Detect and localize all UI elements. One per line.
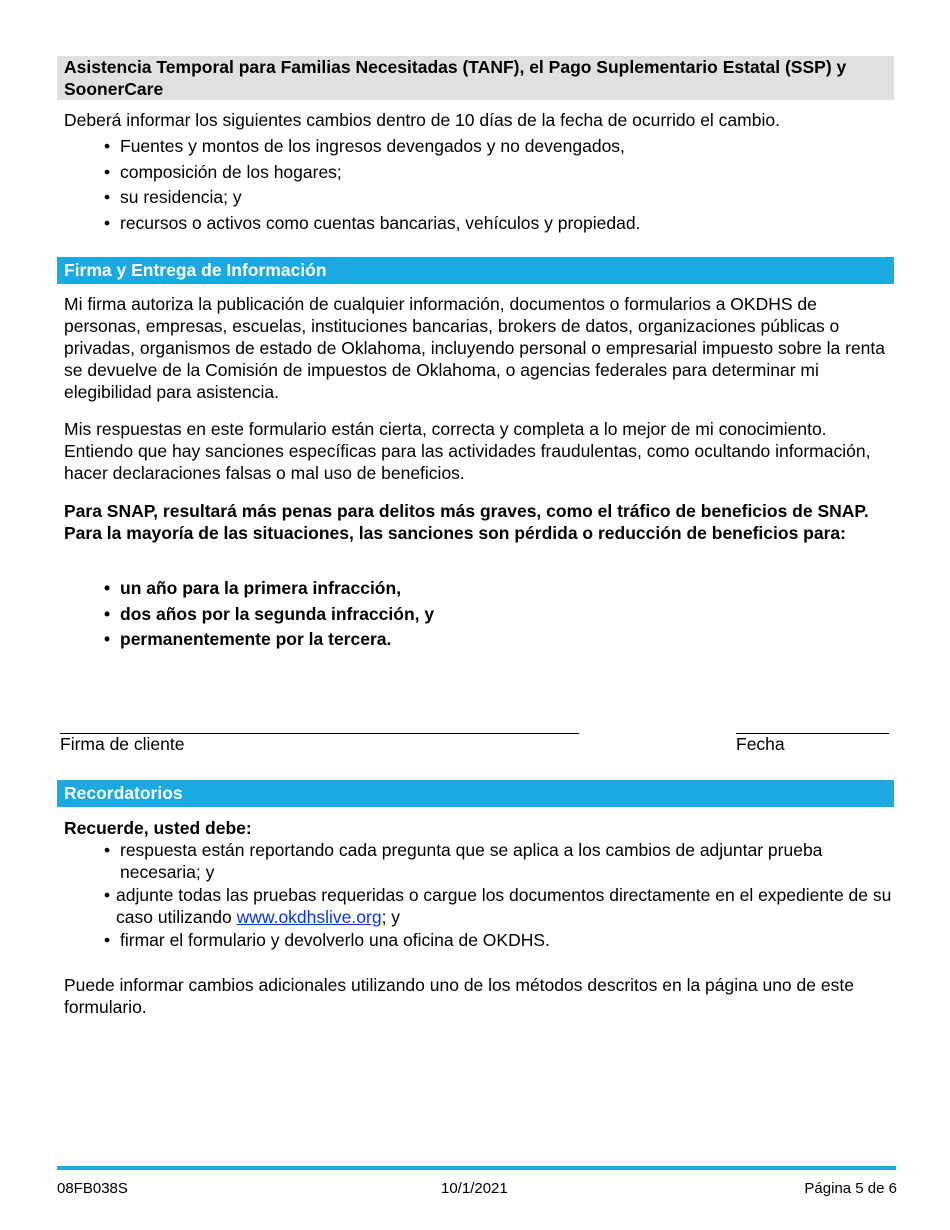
reminders-lead: Recuerde, usted debe: — [64, 818, 252, 838]
closing-paragraph: Puede informar cambios adicionales utilizando uno de los métodos descritos en la página uno de este formulario. — [64, 975, 854, 1017]
list-item: • adjunte todas las pruebas requeridas o cargue los documentos directamente en el expediente de su caso utilizando www.okdhslive.org; y — [100, 884, 895, 928]
date-label: Fecha — [736, 734, 785, 754]
revision-date: 10/1/2021 — [441, 1180, 508, 1197]
form-number: 08FB038S — [57, 1180, 128, 1197]
page-number: Página 5 de 6 — [804, 1180, 897, 1197]
authorization-paragraph: Mi firma autoriza la publicación de cualquier información, documentos o formularios a OKDHS de personas, empresas, escuelas, instituciones bancarias, brokers de datos, organizaciones públicas o privadas, organismos de estado de Oklahoma, incluyendo personal o empresarial impuesto sobre la renta se devuelve de la Comisión de impuestos de Oklahoma, o agencias federales para determinar mi elegibilidad para asistencia. — [64, 294, 886, 402]
snap-penalty-paragraph: Para SNAP, resultará más penas para delitos más graves, como el tráfico de beneficios de SNAP. Para la mayoría de las situaciones, las sanciones son pérdida o reducción de beneficios para: — [64, 501, 869, 543]
list-item: • Fuentes y montos de los ingresos devengados y no devengados, — [100, 134, 890, 160]
list-item: • respuesta están reportando cada pregunta que se aplica a los cambios de adjuntar prueba necesaria; y — [100, 839, 895, 883]
tanf-heading: Asistencia Temporal para Familias Necesitadas (TANF), el Pago Suplementario Estatal (SSP) y SoonerCare — [57, 56, 894, 100]
reminders-list — [100, 839, 895, 951]
signature-heading: Firma y Entrega de Información — [57, 257, 894, 284]
certification-paragraph: Mis respuestas en este formulario están cierta, correcta y completa a lo mejor de mi conocimiento. Entiendo que hay sanciones específicas para las actividades fraudulentas, como ocultando información, hacer declaraciones falsas o mal uso de beneficios. — [64, 419, 871, 483]
list-item: • composición de los hogares; — [100, 160, 890, 186]
list-item: • su residencia; y — [100, 185, 890, 211]
list-item: • permanentemente por la tercera. — [100, 627, 890, 653]
list-item: • recursos o activos como cuentas bancarias, vehículos y propiedad. — [100, 211, 890, 237]
list-item: • dos años por la segunda infracción, y — [100, 602, 890, 628]
tanf-bullet-list — [100, 134, 890, 236]
footer-divider — [57, 1166, 896, 1170]
client-signature-label: Firma de cliente — [60, 734, 185, 754]
list-item: • firmar el formulario y devolverlo una oficina de OKDHS. — [100, 929, 895, 951]
snap-penalty-list — [100, 576, 890, 653]
tanf-intro: Deberá informar los siguientes cambios dentro de 10 días de la fecha de ocurrido el cambio. — [64, 110, 780, 130]
list-item: • un año para la primera infracción, — [100, 576, 890, 602]
reminders-heading: Recordatorios — [57, 780, 894, 807]
okdhslive-link[interactable]: www.okdhslive.org — [236, 907, 382, 927]
